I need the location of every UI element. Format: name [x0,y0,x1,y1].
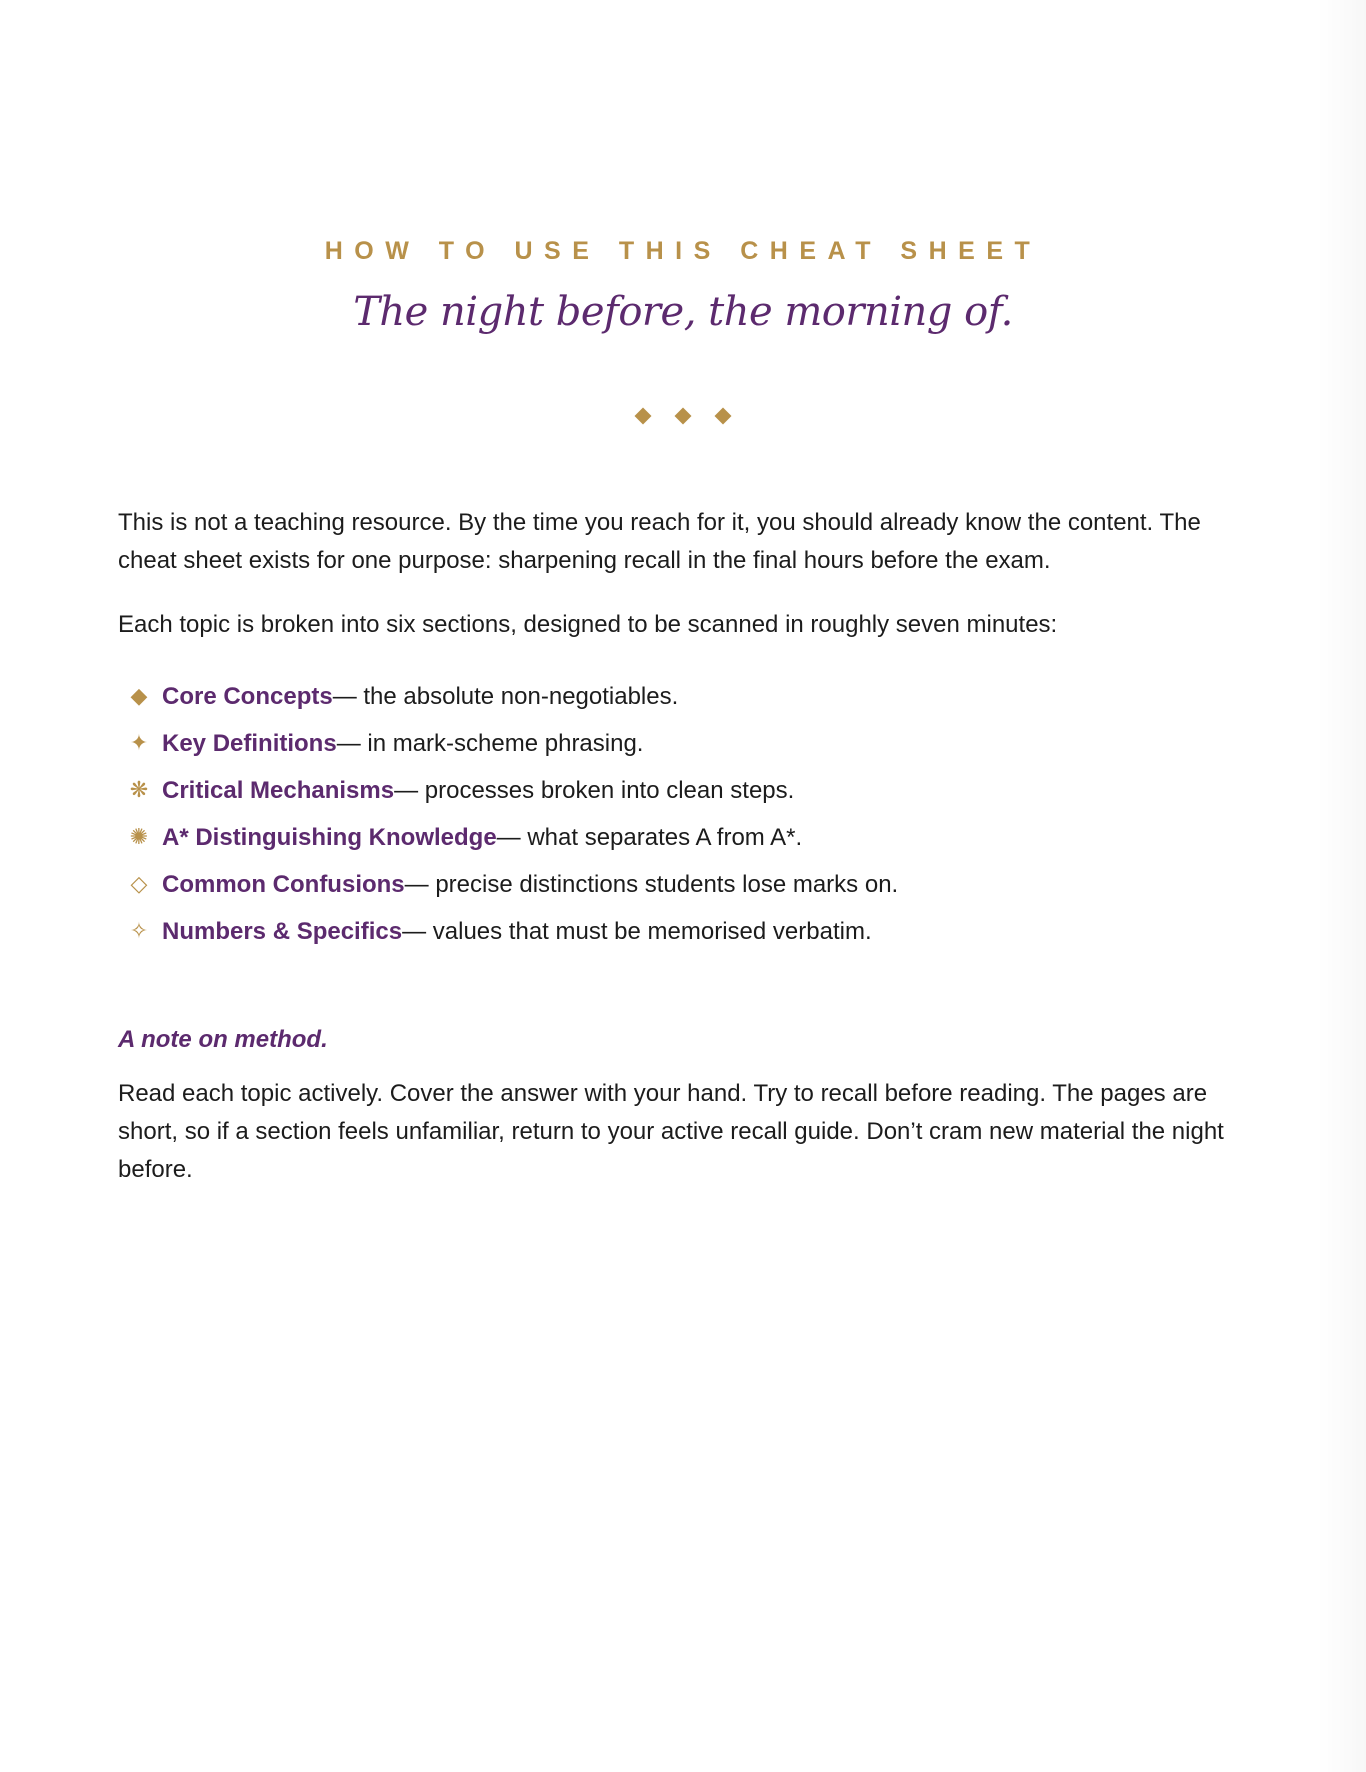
section-description: — precise distinctions students lose marks on. [404,870,899,898]
section-description: — processes broken into clean steps. [394,776,795,804]
four-point-star-icon: ✦ [129,731,149,756]
diamond-icon [675,408,692,425]
outline-diamond-icon: ◇ [130,872,148,897]
sections-intro-paragraph: Each topic is broken into six sections, designed to be scanned in roughly seven minutes: [118,611,1058,638]
section-term: Common Confusions [162,870,405,898]
section-term: Key Definitions [162,729,337,757]
section-description: — the absolute non-negotiables. [332,682,679,710]
section-term: Critical Mechanisms [162,776,395,804]
diamond-icon [635,408,652,425]
list-item [118,908,898,955]
sections-list [118,673,898,955]
diamond-icon [715,408,732,425]
sunburst-icon: ✺ [129,825,149,850]
note-heading: A note on method. [118,1026,328,1053]
list-item [118,673,898,720]
section-description: — what separates A from A*. [496,823,803,851]
list-item [118,861,898,908]
diamond-ornament-divider [118,410,1248,422]
note-paragraph: Read each topic actively. Cover the answer with your hand. Try to recall before reading. The pages are short, so if a section feels unfamiliar, return to your active recall guide. Don’t cram new material the night before. [118,1080,1224,1183]
list-item [118,767,898,814]
list-item [118,814,898,861]
section-description: — in mark-scheme phrasing. [336,729,644,757]
section-term: Numbers & Specifics [162,917,403,945]
asterisk-flower-icon: ❋ [129,778,149,803]
section-term: A* Distinguishing Knowledge [162,823,497,851]
filled-diamond-icon: ◆ [130,684,148,709]
section-description: — values that must be memorised verbatim. [402,917,872,945]
list-item [118,720,898,767]
page-subtitle: The night before, the morning of. [353,289,1013,335]
section-term: Core Concepts [162,682,333,710]
intro-paragraph: This is not a teaching resource. By the time you reach for it, you should already know the content. The cheat sheet exists for one purpose: sharpening recall in the final hours before the exam. [118,509,1201,574]
outline-star-icon: ✧ [129,919,149,944]
section-eyebrow: HOW TO USE THIS CHEAT SHEET [324,237,1042,265]
